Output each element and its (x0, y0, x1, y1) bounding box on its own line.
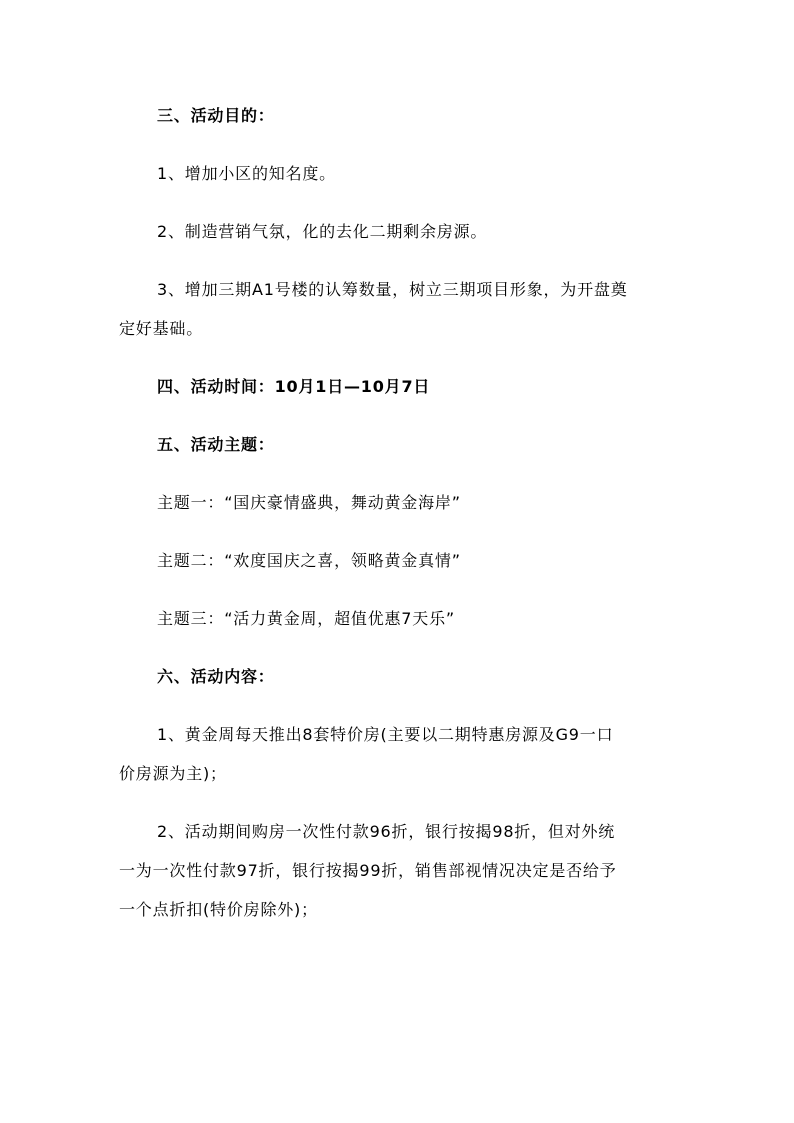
section-6-item-2-line-2: 一为一次性付款97折，银行按揭99折，销售部视情况决定是否给予 (119, 861, 617, 880)
section-6-item-1-line-2: 价房源为主)； (119, 764, 227, 783)
section-6-item-1-line-1: 1、黄金周每天推出8套特价房(主要以二期特惠房源及G9一口 (157, 725, 614, 744)
section-3-heading: 三、活动目的： (157, 106, 275, 125)
theme-1: 主题一：“国庆豪情盛典，舞动黄金海岸” (157, 493, 461, 512)
section-3-item-3-line-2: 定好基础。 (119, 319, 204, 338)
section-6-item-2-line-3: 一个点折扣(特价房除外)； (119, 900, 318, 919)
section-6-heading: 六、活动内容： (157, 667, 275, 686)
section-4-heading: 四、活动时间：10月1日—10月7日 (157, 377, 431, 396)
section-5-heading: 五、活动主题： (157, 435, 275, 454)
theme-2: 主题二：“欢度国庆之喜，领略黄金真情” (157, 551, 461, 570)
theme-3: 主题三：“活力黄金周，超值优惠7天乐” (157, 609, 455, 628)
section-3-item-1: 1、增加小区的知名度。 (157, 164, 336, 183)
section-6-item-2-line-1: 2、活动期间购房一次性付款96折，银行按揭98折，但对外统 (157, 822, 616, 841)
section-3-item-3-line-1: 3、增加三期A1号楼的认筹数量，树立三期项目形象，为开盘奠 (157, 280, 628, 299)
section-3-item-2: 2、制造营销气氛，化的去化二期剩余房源。 (157, 222, 488, 241)
